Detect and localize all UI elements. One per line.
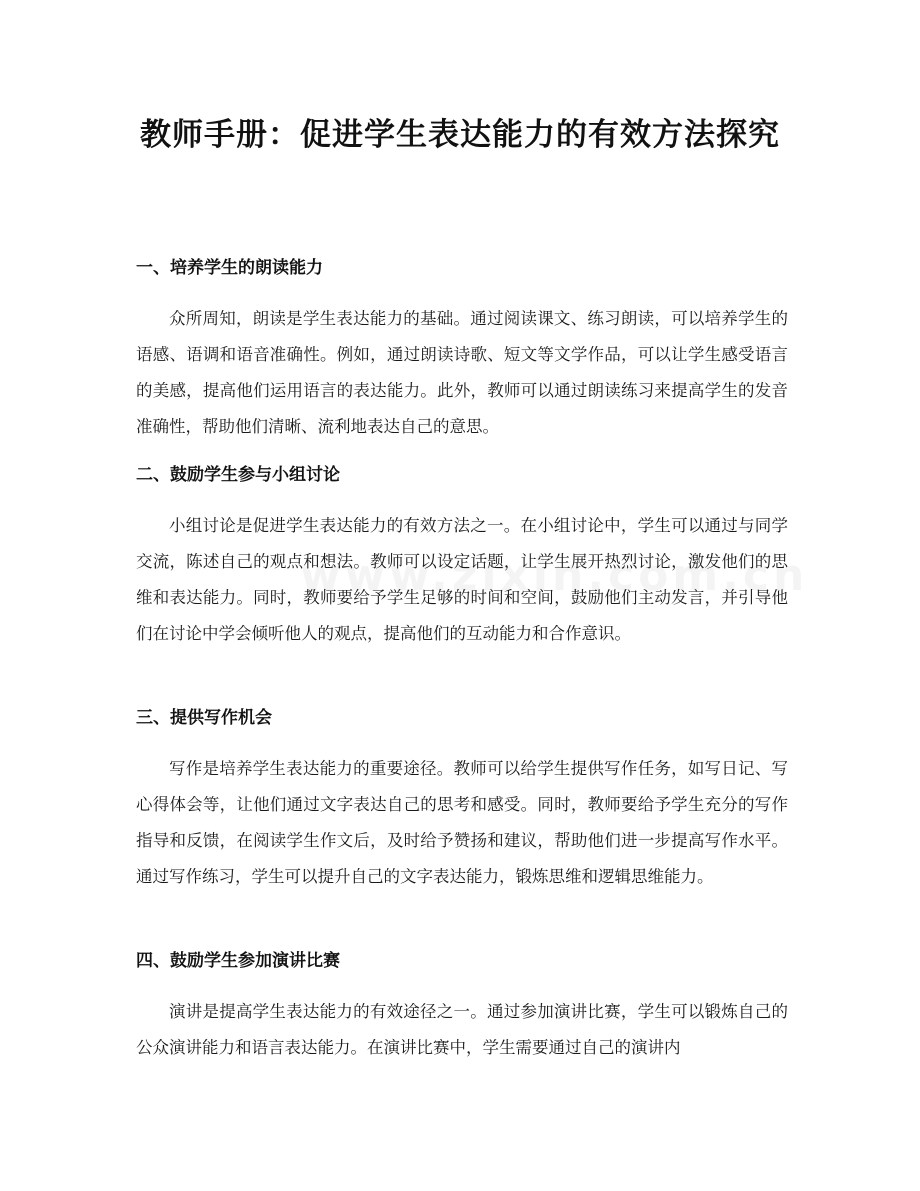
section-heading-4: 四、鼓励学生参加演讲比赛	[136, 951, 340, 971]
section-heading-1: 一、培养学生的朗读能力	[136, 258, 323, 278]
section-body-1: 众所周知，朗读是学生表达能力的基础。通过阅读课文、练习朗读，可以培养学生的语感、语调和语音准确性。例如，通过朗读诗歌、短文等文学作品，可以让学生感受语言的美感，提高他们运用语言的表达能力。此外，教师可以通过朗读练习来提高学生的发音准确性，帮助他们清晰、流利地表达自己的意思。	[136, 309, 788, 436]
section-body-4: 演讲是提高学生表达能力的有效途径之一。通过参加演讲比赛，学生可以锻炼自己的公众演讲能力和语言表达能力。在演讲比赛中，学生需要通过自己的演讲内	[136, 1002, 788, 1057]
document-title: 教师手册：促进学生表达能力的有效方法探究	[140, 117, 780, 153]
section-heading-3: 三、提供写作机会	[136, 708, 272, 728]
section-body-3: 写作是培养学生表达能力的重要途径。教师可以给学生提供写作任务，如写日记、写心得体会等，让他们通过文字表达自己的思考和感受。同时，教师要给予学生充分的写作指导和反馈，在阅读学生作文后，及时给予赞扬和建议，帮助他们进一步提高写作水平。通过写作练习，学生可以提升自己的文字表达能力，锻炼思维和逻辑思维能力。	[136, 759, 788, 886]
section-heading-2: 二、鼓励学生参与小组讨论	[136, 465, 340, 485]
section-body-2: 小组讨论是促进学生表达能力的有效方法之一。在小组讨论中，学生可以通过与同学交流，陈述自己的观点和想法。教师可以设定话题，让学生展开热烈讨论，激发他们的思维和表达能力。同时，教师要给予学生足够的时间和空间，鼓励他们主动发言，并引导他们在讨论中学会倾听他人的观点，提高他们的互动能力和合作意识。	[136, 516, 788, 643]
